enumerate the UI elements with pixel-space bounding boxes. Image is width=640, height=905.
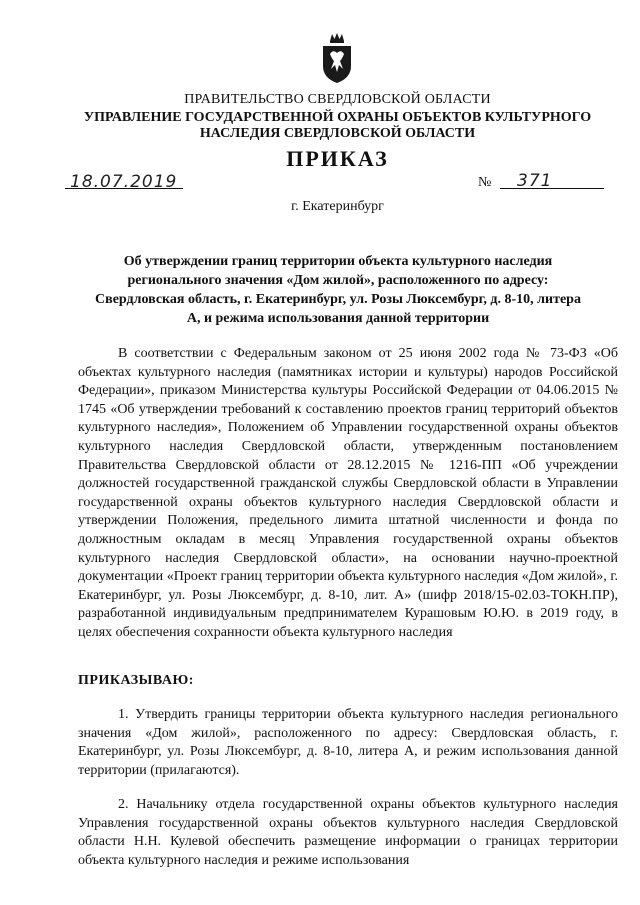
basis-paragraph: В соответствии с Федеральным законом от 25 июня 2002 года № 73-ФЗ «Об объектах культурного наследия (памятниках истории и культуры) народов Российской Федерации», приказом Министерства культуры Российской Федерации от 04.06.2015 № 1745 «Об утверждении требований к составлению проектов границ территорий объектов культурного наследия», Положением об Управлении государственной охраны объектов культурного наследия Свердловской области, утвержденным постановлением Правительства Свердловской области от 28.12.2015 № 1216-ПП «Об учреждении должностей государственной гражданской службы Свердловской области в Управлении государственной охраны объектов культурного наследия Свердловской области и утверждении Положения, предельного лимита штатной численности и фонда по должностным окладам в месяц Управления государственной охраны объектов культурного наследия Свердловской области», на основании научно-проектной документации «Проект границ территории объекта культурного наследия «Дом жилой», г. Екатеринбург, ул. Розы Люксембург, д. 8-10, лит. А» (шифр 2018/15-02.03-ТОКН.ПР), разработанной индивидуальным предпринимателем Курашовым Ю.Ю. в 2019 году, в целях обеспечения сохранности объекта культурного наследия bbox=[78, 346, 618, 640]
order-item-1: 1. Утвердить границы территории объекта культурного наследия регионального значения «Дом жилой», расположенного по адресу: Свердловская область, г. Екатеринбург, ул. Розы Люксембург, д. 8-10, литера А, и режим использования данной территории (прилагаются). bbox=[78, 707, 618, 778]
coat-of-arms-icon bbox=[321, 32, 353, 84]
document-city: г. Екатеринбург bbox=[291, 199, 384, 214]
document-type: ПРИКАЗ bbox=[286, 146, 389, 171]
document-number: 371 bbox=[517, 171, 553, 191]
number-label: № bbox=[478, 175, 492, 190]
order-item-2: 2. Начальнику отдела государственной охраны объектов культурного наследия Управления государственной охраны объектов культурного наследия Свердловской области Н.Н. Кулевой обеспечить размещение информации о границах территории объекта культурного наследия и режиме использования bbox=[78, 797, 618, 868]
government-name: ПРАВИТЕЛЬСТВО СВЕРДЛОВСКОЙ ОБЛАСТИ bbox=[184, 92, 491, 107]
document-title: Об утверждении границ территории объекта культурного наследия регионального значения «Дом жилой», расположенного по адресу: Свердловская область, г. Екатеринбург, ул. Розы Люксембург, д. 8-10, литера А, и режима использования данной территории bbox=[95, 254, 581, 326]
order-heading: ПРИКАЗЫВАЮ: bbox=[78, 673, 194, 688]
document-date: 18.07.2019 bbox=[70, 172, 178, 192]
date-underline bbox=[65, 188, 183, 189]
department-name: УПРАВЛЕНИЕ ГОСУДАРСТВЕННОЙ ОХРАНЫ ОБЪЕКТОВ КУЛЬТУРНОГО НАСЛЕДИЯ СВЕРДЛОВСКОЙ ОБЛАСТИ bbox=[83, 110, 592, 141]
number-underline bbox=[500, 188, 604, 189]
